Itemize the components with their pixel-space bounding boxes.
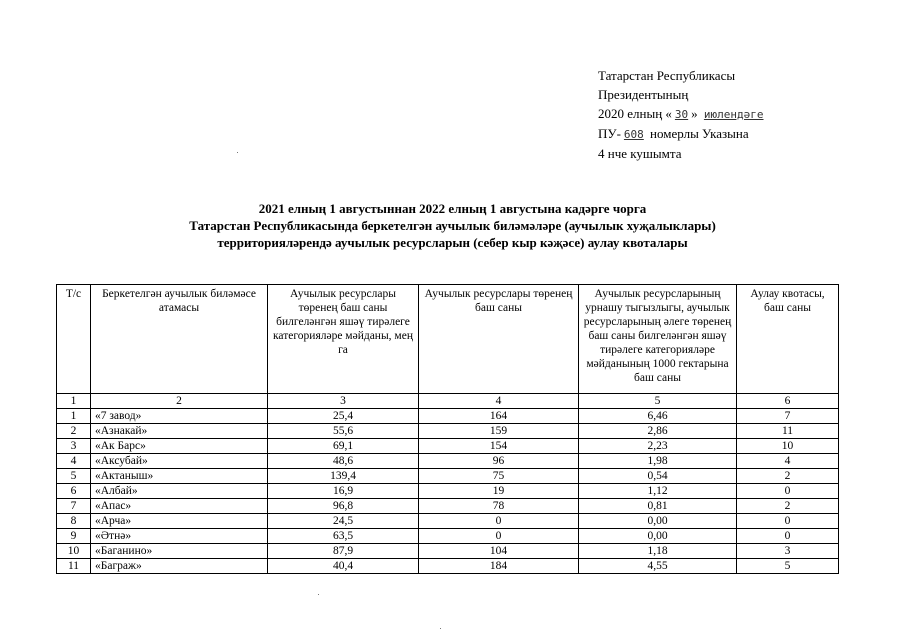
hunting-quota: 0 (737, 514, 839, 529)
document-title (0, 200, 905, 251)
row-index: 10 (57, 544, 91, 559)
header-cell: Беркетелгән аучылык биләмәсе атамасы (91, 285, 268, 394)
population-count: 154 (419, 439, 579, 454)
scan-speck (440, 628, 441, 629)
population-density: 6,46 (579, 409, 737, 424)
population-density: 4,55 (579, 559, 737, 574)
decree-suffix: номерлы Указына (650, 126, 749, 141)
hunting-quota: 3 (737, 544, 839, 559)
date-month-handwritten: июлендәге (703, 108, 764, 121)
title-line-2: Татарстан Республикасында беркетелгән аучылык биләмәләре (аучылык хуҗалыклары) (189, 218, 716, 233)
table-row (57, 424, 839, 439)
hunting-area-name: «Албай» (91, 484, 268, 499)
row-index: 3 (57, 439, 91, 454)
population-count: 19 (419, 484, 579, 499)
row-index: 4 (57, 454, 91, 469)
population-density: 1,98 (579, 454, 737, 469)
header-cell: Аучылык ресурслары төренең баш саны билгеләнгән яшәү тирәлеге категорияләре мәйданы, мең га (268, 285, 419, 394)
approval-line-appendix: 4 нче кушымта (598, 146, 682, 161)
habitat-area: 139,4 (268, 469, 419, 484)
habitat-area: 25,4 (268, 409, 419, 424)
habitat-area: 55,6 (268, 424, 419, 439)
row-index: 9 (57, 529, 91, 544)
row-index: 5 (57, 469, 91, 484)
population-density: 0,81 (579, 499, 737, 514)
hunting-quota: 2 (737, 469, 839, 484)
habitat-area: 24,5 (268, 514, 419, 529)
scan-speck (318, 594, 319, 595)
hunting-quota: 2 (737, 499, 839, 514)
scan-speck (237, 152, 238, 153)
row-index: 6 (57, 484, 91, 499)
population-count: 75 (419, 469, 579, 484)
row-index: 11 (57, 559, 91, 574)
population-density: 1,18 (579, 544, 737, 559)
date-day-handwritten: 30 (674, 108, 689, 121)
table-row (57, 469, 839, 484)
population-density: 2,23 (579, 439, 737, 454)
quota-table (56, 284, 839, 574)
population-count: 164 (419, 409, 579, 424)
population-count: 159 (419, 424, 579, 439)
hunting-area-name: «Арча» (91, 514, 268, 529)
population-count: 104 (419, 544, 579, 559)
population-density: 0,00 (579, 514, 737, 529)
table-header-row (57, 285, 839, 394)
approval-line-republic: Татарстан Республикасы (598, 68, 736, 83)
habitat-area: 40,4 (268, 559, 419, 574)
table-body (57, 409, 839, 574)
hunting-area-name: «7 завод» (91, 409, 268, 424)
habitat-area: 48,6 (268, 454, 419, 469)
title-line-3: территорияләрендә аучылык ресурсларын (себер кыр кәҗәсе) аулау квоталары (217, 235, 688, 250)
decree-number-handwritten: 608 (623, 128, 644, 141)
row-index: 8 (57, 514, 91, 529)
header-cell: Аучылык ресурслары төренең баш саны (419, 285, 579, 394)
row-index: 1 (57, 409, 91, 424)
date-mid: » (691, 106, 698, 121)
hunting-quota: 0 (737, 484, 839, 499)
hunting-area-name: «Актаныш» (91, 469, 268, 484)
population-count: 184 (419, 559, 579, 574)
hunting-area-name: «Баграж» (91, 559, 268, 574)
approval-line-date (598, 104, 767, 124)
hunting-quota: 11 (737, 424, 839, 439)
approval-line-decree (598, 124, 767, 144)
table-row (57, 529, 839, 544)
decree-prefix: ПУ- (598, 126, 621, 141)
column-number: 3 (268, 394, 419, 409)
header-cell: Аучылык ресурсларының урнашу тыгызлыгы, аучылык ресурсларының әлеге төренең баш саны билгеләнгән яшәү тирәлеге категорияләре мәйданының 1000 гектарына баш саны (579, 285, 737, 394)
population-density: 2,86 (579, 424, 737, 439)
column-number-row (57, 394, 839, 409)
column-number: 6 (737, 394, 839, 409)
header-cell: Т/с (57, 285, 91, 394)
table-row (57, 499, 839, 514)
habitat-area: 16,9 (268, 484, 419, 499)
table-row (57, 454, 839, 469)
population-density: 0,00 (579, 529, 737, 544)
row-index: 7 (57, 499, 91, 514)
hunting-area-name: «Аксубай» (91, 454, 268, 469)
date-prefix: 2020 елның « (598, 106, 672, 121)
column-number: 5 (579, 394, 737, 409)
table-row (57, 544, 839, 559)
hunting-area-name: «Азнакай» (91, 424, 268, 439)
population-count: 78 (419, 499, 579, 514)
table-row (57, 439, 839, 454)
table-row (57, 409, 839, 424)
hunting-quota: 0 (737, 529, 839, 544)
hunting-area-name: «Апас» (91, 499, 268, 514)
hunting-area-name: «Әтнә» (91, 529, 268, 544)
hunting-quota: 5 (737, 559, 839, 574)
hunting-quota: 4 (737, 454, 839, 469)
approval-line-president: Президентының (598, 87, 689, 102)
row-index: 2 (57, 424, 91, 439)
habitat-area: 87,9 (268, 544, 419, 559)
column-number: 4 (419, 394, 579, 409)
hunting-quota: 7 (737, 409, 839, 424)
population-density: 1,12 (579, 484, 737, 499)
approval-block (598, 66, 767, 163)
habitat-area: 96,8 (268, 499, 419, 514)
population-count: 96 (419, 454, 579, 469)
table-row (57, 514, 839, 529)
population-count: 0 (419, 514, 579, 529)
habitat-area: 63,5 (268, 529, 419, 544)
column-number: 2 (91, 394, 268, 409)
header-cell: Аулау квотасы, баш саны (737, 285, 839, 394)
title-line-1: 2021 елның 1 августыннан 2022 елның 1 августына кадәрге чорга (258, 201, 647, 216)
table-row (57, 559, 839, 574)
hunting-area-name: «Ак Барс» (91, 439, 268, 454)
habitat-area: 69,1 (268, 439, 419, 454)
table-row (57, 484, 839, 499)
population-count: 0 (419, 529, 579, 544)
population-density: 0,54 (579, 469, 737, 484)
hunting-area-name: «Баганино» (91, 544, 268, 559)
hunting-quota: 10 (737, 439, 839, 454)
column-number: 1 (57, 394, 91, 409)
